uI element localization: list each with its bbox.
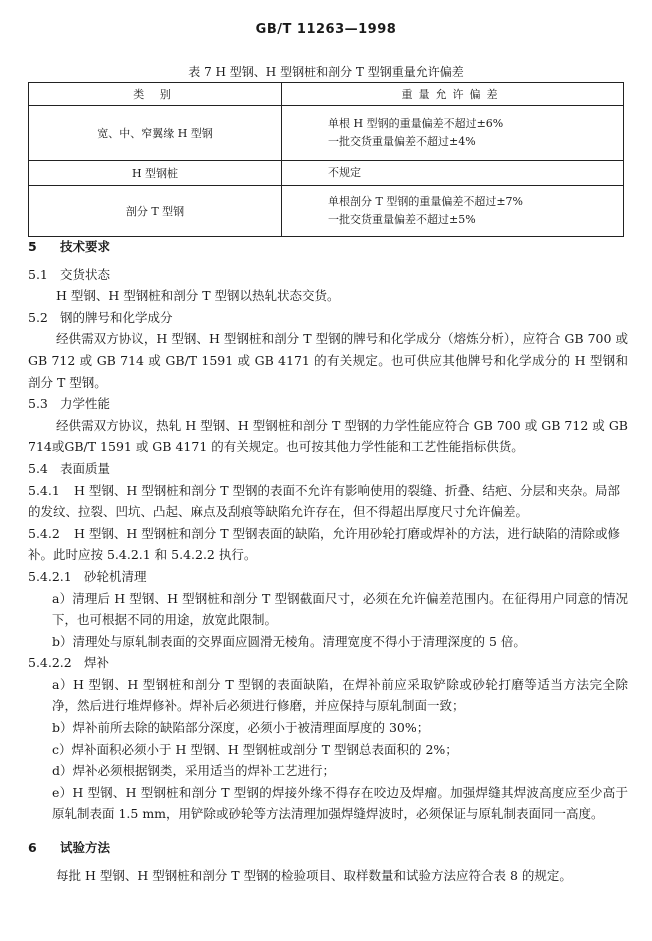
- section-paragraph: H 型钢、H 型钢桩和剖分 T 型钢以热轧状态交货。: [56, 288, 340, 304]
- section-paragraph: 每批 H 型钢、H 型钢桩和剖分 T 型钢的检验项目、取样数量和试验方法应符合表 8 的规定。: [56, 867, 572, 883]
- section-title: 力学性能: [60, 396, 111, 412]
- table-row: [29, 106, 624, 161]
- section-title: 交货状态: [60, 266, 111, 282]
- section-paragraph: 经供需双方协议，热轧 H 型钢、H 型钢桩和剖分 T 型钢的力学性能应符合 GB 700 或 GB 712 或 GB 714或GB/T 1591 或 GB 4171 的有关规定。也可按其他力学性能和工艺性能指标供货。: [28, 417, 628, 455]
- table-cell-category: 剖分 T 型钢: [29, 186, 282, 237]
- list-item: a）H 型钢、H 型钢桩和剖分 T 型钢的表面缺陷，在焊补前应采取铲除或砂轮打磨等适当方法完全除净，然后进行堆焊修补。焊补后必须进行修磨，并应保持与原轧制面一致；: [52, 676, 628, 714]
- section-heading-5-4: [28, 458, 628, 480]
- clause-text: H 型钢、H 型钢桩和剖分 T 型钢表面的缺陷，允许用砂轮打磨或焊补的方法，进行缺陷的清除或修补。此时应按 5.4.2.1 和 5.4.2.2 执行。: [28, 525, 621, 563]
- table-row: [29, 186, 624, 237]
- section-number: 5.3: [28, 396, 48, 412]
- clause-text: H 型钢、H 型钢桩和剖分 T 型钢的表面不允许有影响使用的裂缝、折叠、结疤、分层和夹杂。局部的发纹、拉裂、凹坑、凸起、麻点及刮痕等缺陷允许存在，但不得超出厚度尺寸允许偏差。: [28, 482, 621, 520]
- section-paragraph: 经供需双方协议，H 型钢、H 型钢桩和剖分 T 型钢的牌号和化学成分（熔炼分析），应符合 GB 700 或 GB 712 或 GB 714 或 GB/T 1591 或 GB 4171 的有关规定。也可供应其他牌号和化学成分的 H 型钢和剖分 T 型钢。: [28, 331, 628, 390]
- section-heading-6: [28, 837, 628, 859]
- column-header-category: 类 别: [29, 83, 282, 106]
- section-number: 5.2: [28, 309, 48, 325]
- list-item: d）焊补必须根据钢类，采用适当的焊补工艺进行；: [52, 763, 336, 779]
- table-cell-category: 宽、中、窄翼缘 H 型钢: [29, 106, 282, 161]
- clause-number: 5.4.2.2: [28, 655, 72, 671]
- standard-number: GB/T 11263—1998: [255, 22, 397, 37]
- table-row: [29, 161, 624, 186]
- table-caption: 表 7 H 型钢、H 型钢桩和剖分 T 型钢重量允许偏差: [188, 65, 464, 79]
- tolerance-line: 一批交货重量偏差不超过±4%: [328, 135, 476, 148]
- tolerance-line: 一批交货重量偏差不超过±5%: [328, 213, 476, 226]
- tolerance-line: 单根剖分 T 型钢的重量偏差不超过±7%: [328, 195, 523, 208]
- list-item: c）焊补面积必须小于 H 型钢、H 型钢桩或剖分 T 型钢总表面积的 2%；: [52, 741, 458, 757]
- clause-number: 5.4.1: [28, 482, 60, 498]
- weight-tolerance-table: [28, 82, 624, 237]
- table-header-row: [29, 83, 624, 106]
- section-number: 5: [28, 239, 37, 254]
- clause-5-4-1: [28, 480, 628, 523]
- section-heading-5-3: [28, 393, 628, 415]
- section-number: 6: [28, 840, 37, 856]
- table-cell-tolerance: [282, 161, 624, 186]
- section-number: 5.4: [28, 460, 48, 476]
- section-heading-5-1: [28, 264, 628, 286]
- clause-title: 砂轮机清理: [84, 568, 147, 584]
- section-number: 5.1: [28, 266, 48, 282]
- document-body: [28, 232, 628, 886]
- list-item: e）H 型钢、H 型钢桩和剖分 T 型钢的焊接外缘不得存在咬边及焊瘤。加强焊缝其焊波高度应至少高于原轧制表面 1.5 mm，用铲除或砂轮等方法清理加强焊缝焊波时，必须保证与原轧制表面同一高度。: [52, 784, 628, 822]
- section-heading-5: [28, 236, 628, 258]
- tolerance-line: 不规定: [328, 166, 361, 179]
- clause-5-4-2: [28, 523, 628, 566]
- clause-number: 5.4.2.1: [28, 568, 72, 584]
- section-title: 试验方法: [60, 840, 111, 856]
- tolerance-line: 单根 H 型钢的重量偏差不超过±6%: [328, 117, 504, 130]
- list-item: b）清理处与原轧制表面的交界面应圆滑无棱角。清理宽度不得小于清理深度的 5 倍。: [52, 633, 526, 649]
- clause-title: 焊补: [84, 655, 110, 671]
- list-item: b）焊补前所去除的缺陷部分深度，必须小于被清理面厚度的 30%；: [52, 720, 430, 736]
- section-title: 技术要求: [60, 239, 111, 254]
- clause-number: 5.4.2: [28, 525, 60, 541]
- list-item: a）清理后 H 型钢、H 型钢桩和剖分 T 型钢截面尺寸，必须在允许偏差范围内。在征得用户同意的情况下，也可根据不同的用途，放宽此限制。: [52, 590, 628, 628]
- table-cell-tolerance: [282, 106, 624, 161]
- section-title: 表面质量: [60, 460, 111, 476]
- table-cell-tolerance: [282, 186, 624, 237]
- section-heading-5-2: [28, 307, 628, 329]
- clause-5-4-2-2: [28, 652, 628, 674]
- column-header-tolerance: 重量允许偏差: [282, 83, 624, 106]
- table-cell-category: H 型钢桩: [29, 161, 282, 186]
- clause-5-4-2-1: [28, 566, 628, 588]
- section-title: 钢的牌号和化学成分: [60, 309, 173, 325]
